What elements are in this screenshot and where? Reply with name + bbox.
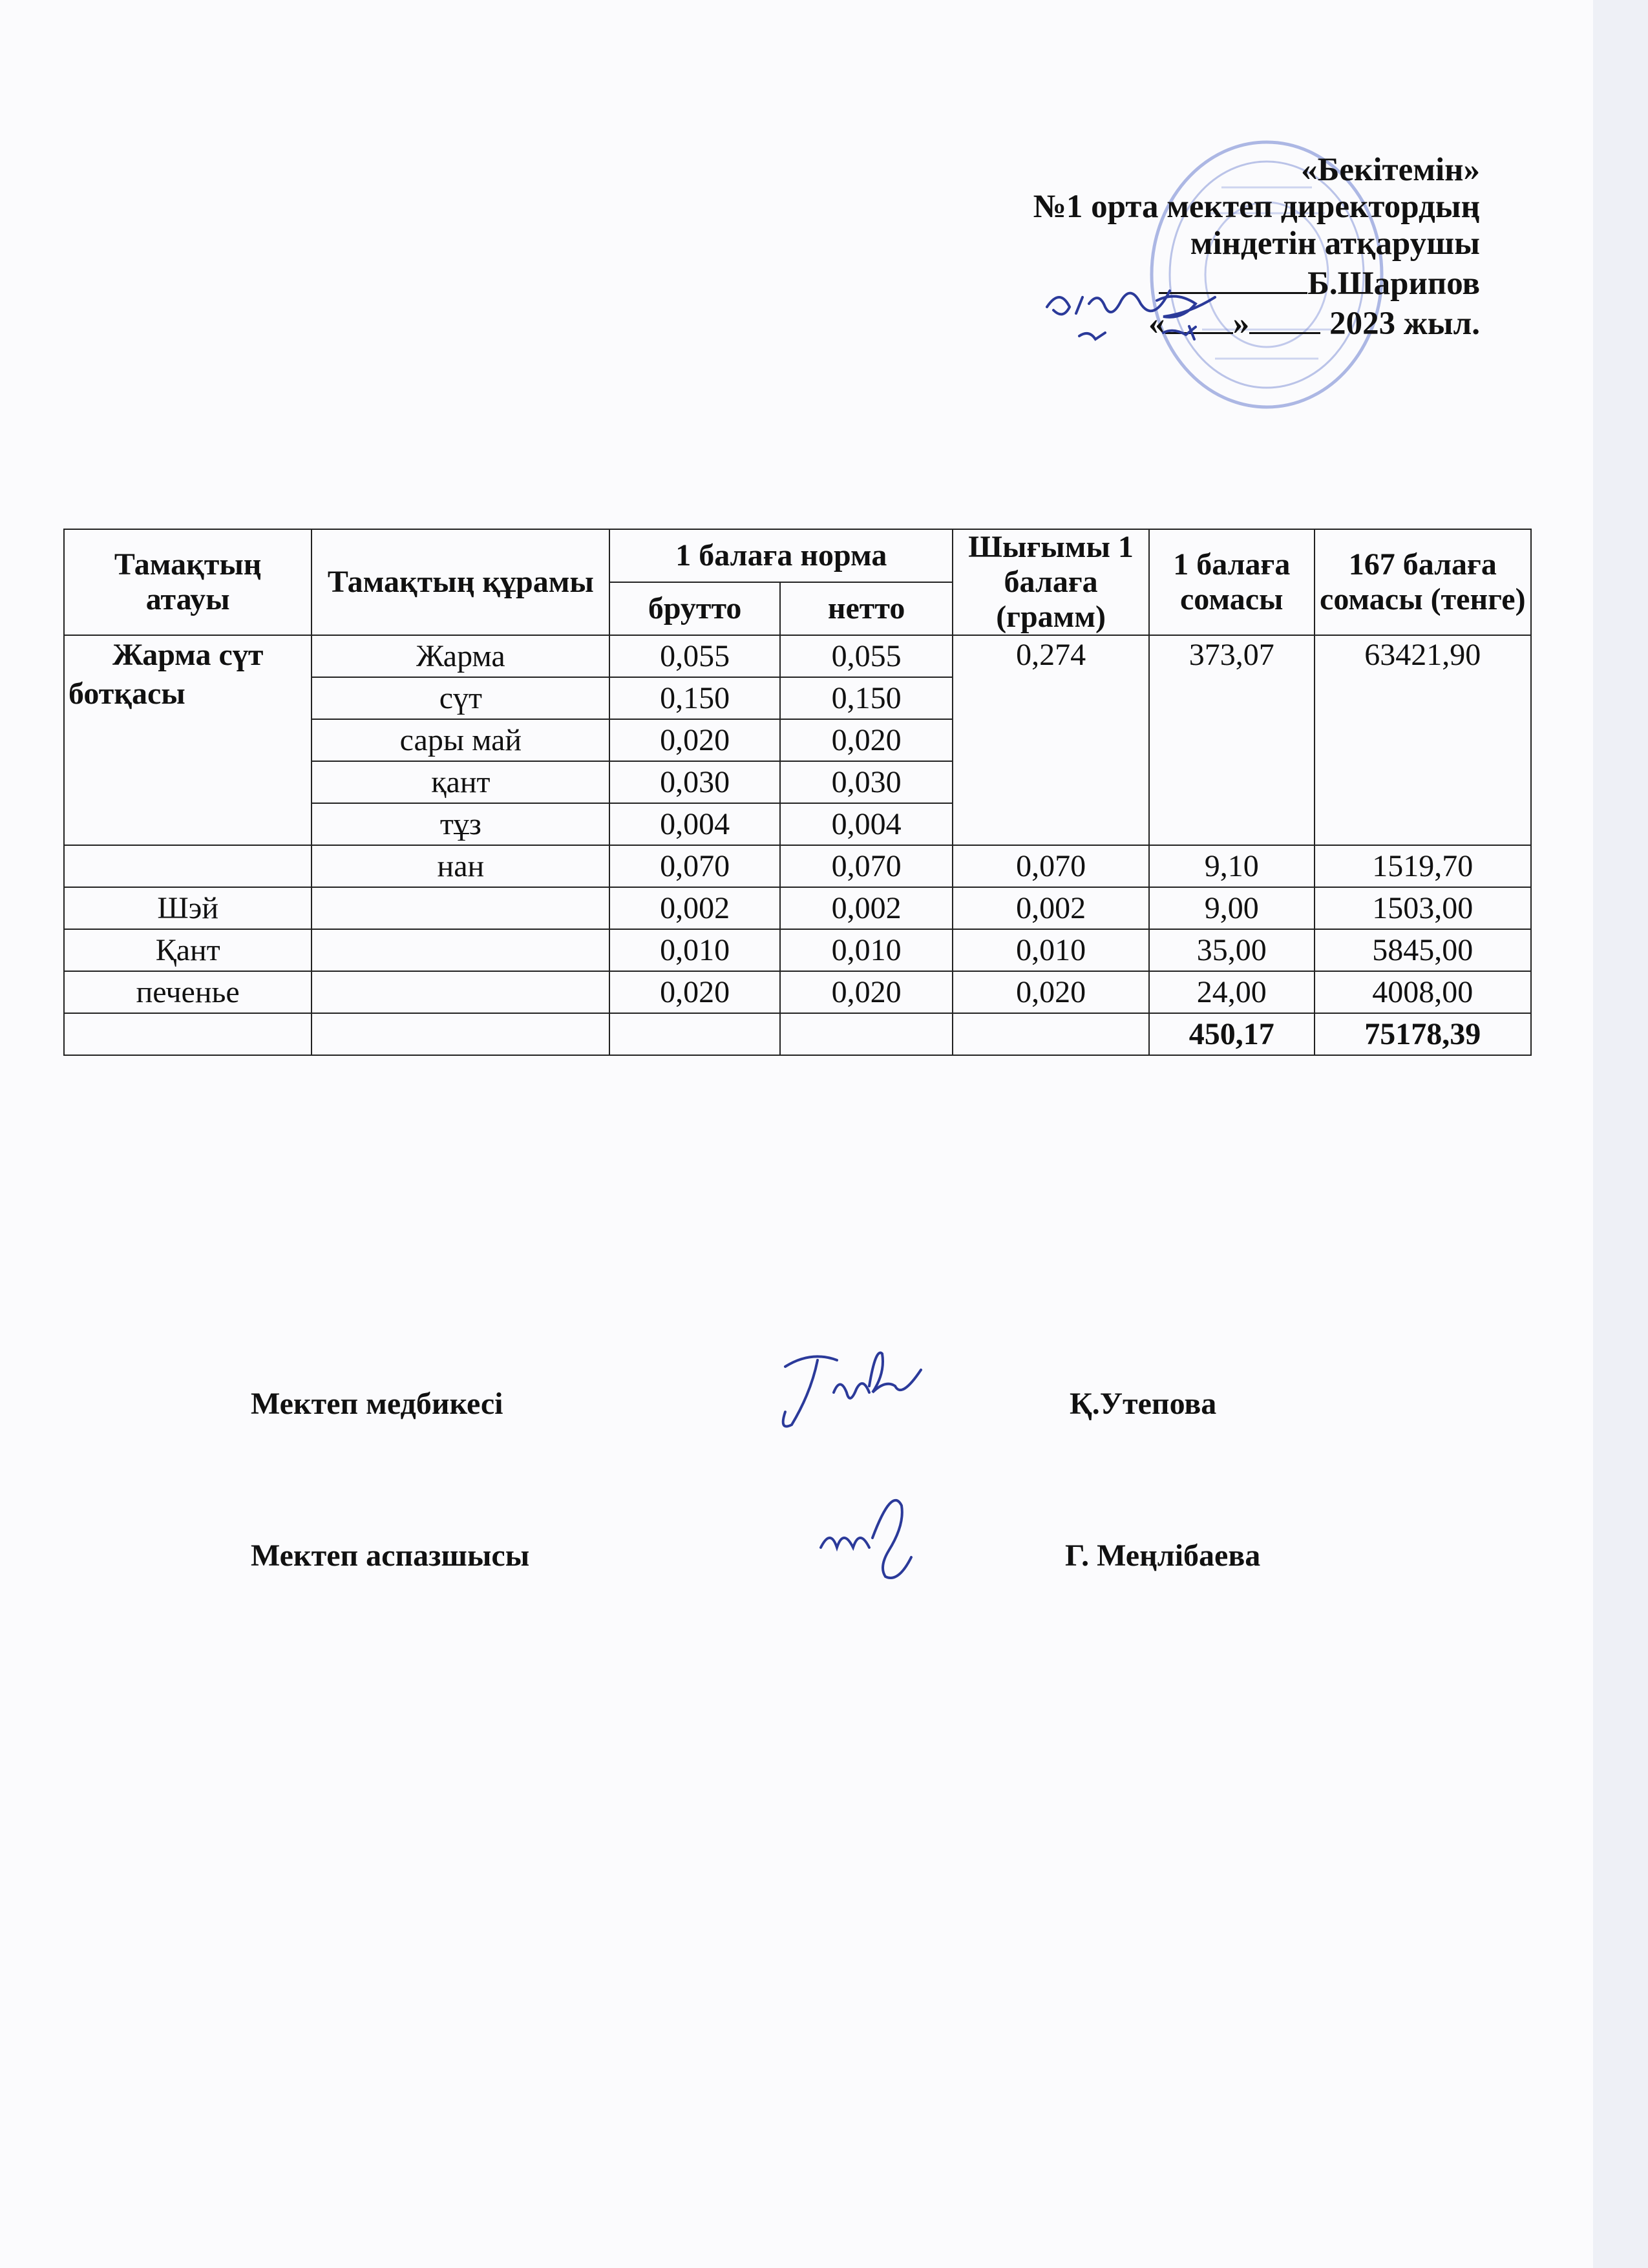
item-output: 0,020 xyxy=(953,971,1149,1013)
ingredient-name: қант xyxy=(312,761,609,803)
ingredient-netto: 0,004 xyxy=(780,803,953,845)
item-name xyxy=(64,845,312,887)
header-netto: нетто xyxy=(780,582,953,635)
total-cost-total: 75178,39 xyxy=(1315,1013,1531,1055)
header-brutto: брутто xyxy=(609,582,780,635)
ingredient-netto: 0,030 xyxy=(780,761,953,803)
director-name: Б.Шарипов xyxy=(1307,266,1480,302)
nurse-signature xyxy=(772,1341,934,1438)
item-output: 0,010 xyxy=(953,929,1149,971)
dish-cost-total: 63421,90 xyxy=(1315,635,1531,845)
header-output: Шығымы 1 балаға (грамм) xyxy=(953,529,1149,635)
item-netto: 0,010 xyxy=(780,929,953,971)
ingredient-brutto: 0,004 xyxy=(609,803,780,845)
table-row xyxy=(64,929,1531,971)
menu-cost-table xyxy=(63,529,1532,1056)
cook-role: Мектеп аспазшысы xyxy=(251,1538,530,1573)
dish-name: Жарма сүт ботқасы xyxy=(64,635,312,845)
approval-year: 2023 жыл. xyxy=(1329,306,1480,342)
ingredient-netto: 0,020 xyxy=(780,719,953,761)
date-quote-open: « xyxy=(1148,306,1165,342)
scan-edge xyxy=(1593,0,1648,2268)
approval-line2: міндетін атқарушы xyxy=(1190,226,1480,262)
item-cost-total: 1519,70 xyxy=(1315,845,1531,887)
header-norm: 1 балаға норма xyxy=(609,529,953,582)
ingredient-netto: 0,055 xyxy=(780,635,953,677)
item-name: печенье xyxy=(64,971,312,1013)
item-brutto: 0,010 xyxy=(609,929,780,971)
ingredient-netto: 0,150 xyxy=(780,677,953,719)
header-composition: Тамақтың құрамы xyxy=(312,529,609,635)
item-cost-one: 9,00 xyxy=(1149,887,1315,929)
item-cost-one: 9,10 xyxy=(1149,845,1315,887)
item-composition: нан xyxy=(312,845,609,887)
item-composition xyxy=(312,971,609,1013)
empty-cell xyxy=(953,1013,1149,1055)
empty-cell xyxy=(780,1013,953,1055)
item-netto: 0,020 xyxy=(780,971,953,1013)
item-cost-one: 24,00 xyxy=(1149,971,1315,1013)
header-cost-one: 1 балаға сомасы xyxy=(1149,529,1315,635)
header-cost-total: 167 балаға сомасы (тенге) xyxy=(1315,529,1531,635)
director-signature xyxy=(1041,278,1280,349)
nurse-name: Қ.Утепова xyxy=(1070,1387,1217,1421)
ingredient-name: сүт xyxy=(312,677,609,719)
ingredient-brutto: 0,030 xyxy=(609,761,780,803)
ingredient-name: Жарма xyxy=(312,635,609,677)
empty-cell xyxy=(312,1013,609,1055)
date-quote-close: » xyxy=(1232,306,1250,342)
item-composition xyxy=(312,929,609,971)
ingredient-brutto: 0,020 xyxy=(609,719,780,761)
item-name: Шэй xyxy=(64,887,312,929)
table-row xyxy=(64,635,1531,677)
ingredient-brutto: 0,055 xyxy=(609,635,780,677)
item-composition xyxy=(312,887,609,929)
item-name: Қант xyxy=(64,929,312,971)
item-output: 0,070 xyxy=(953,845,1149,887)
empty-cell xyxy=(64,1013,312,1055)
table-row xyxy=(64,845,1531,887)
item-netto: 0,002 xyxy=(780,887,953,929)
table-row xyxy=(64,971,1531,1013)
header-name: Тамақтың атауы xyxy=(64,529,312,635)
table-total-row xyxy=(64,1013,1531,1055)
total-cost-one: 450,17 xyxy=(1149,1013,1315,1055)
dish-output: 0,274 xyxy=(953,635,1149,845)
ingredient-brutto: 0,150 xyxy=(609,677,780,719)
table-row xyxy=(64,887,1531,929)
item-cost-total: 1503,00 xyxy=(1315,887,1531,929)
cook-signature xyxy=(811,1489,940,1586)
item-output: 0,002 xyxy=(953,887,1149,929)
approval-title: «Бекітемін» xyxy=(1301,152,1480,188)
item-brutto: 0,020 xyxy=(609,971,780,1013)
item-cost-total: 4008,00 xyxy=(1315,971,1531,1013)
nurse-role: Мектеп медбикесі xyxy=(251,1387,503,1421)
item-netto: 0,070 xyxy=(780,845,953,887)
item-brutto: 0,070 xyxy=(609,845,780,887)
spacer-blank xyxy=(1320,304,1329,334)
ingredient-name: тұз xyxy=(312,803,609,845)
item-brutto: 0,002 xyxy=(609,887,780,929)
cook-name: Г. Меңлібаева xyxy=(1065,1538,1261,1573)
item-cost-total: 5845,00 xyxy=(1315,929,1531,971)
approval-line1: №1 орта мектеп директордың xyxy=(1033,189,1480,225)
empty-cell xyxy=(609,1013,780,1055)
dish-cost-one: 373,07 xyxy=(1149,635,1315,845)
item-cost-one: 35,00 xyxy=(1149,929,1315,971)
ingredient-name: сары май xyxy=(312,719,609,761)
table-header-row xyxy=(64,529,1531,582)
